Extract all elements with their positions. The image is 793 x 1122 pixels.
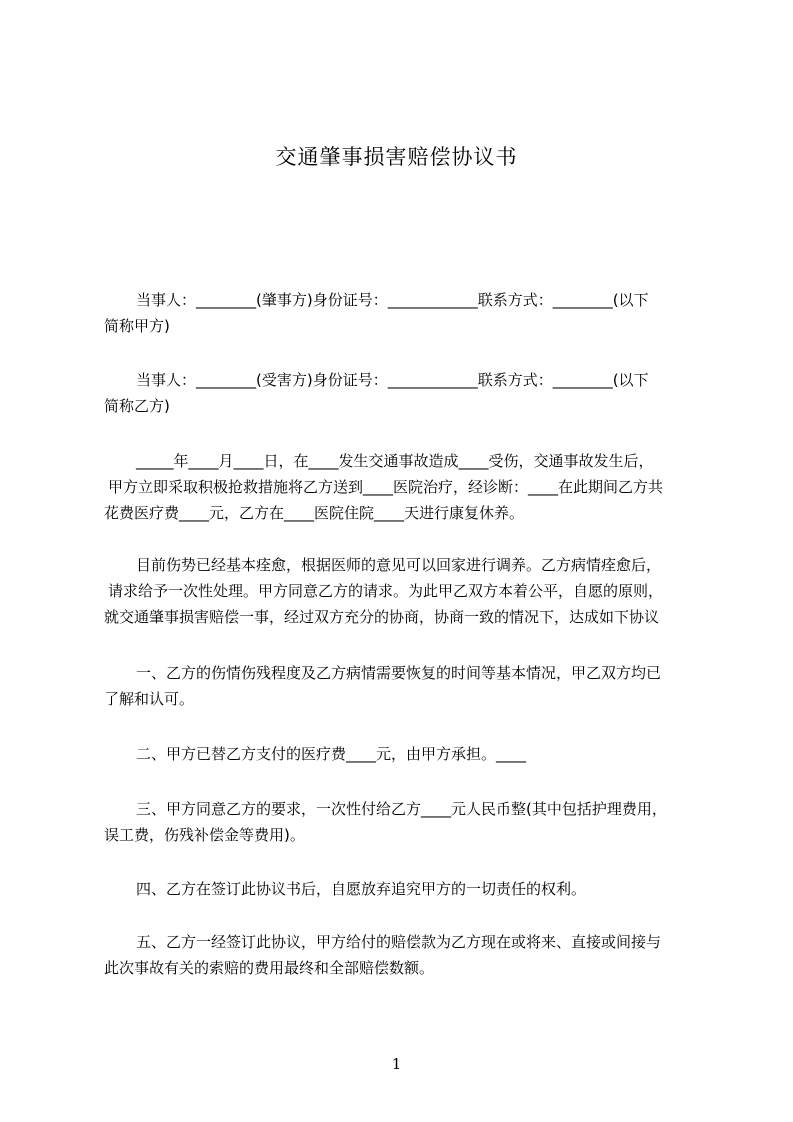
clause-2 (104, 741, 704, 767)
paragraph-line: 目前伤势已经基本痊愈，根据医师的意见可以回家进行调养。乙方病情痊愈后， (136, 556, 662, 574)
document-title: 交通肇事损害赔偿协议书 (275, 145, 518, 169)
paragraph-line: 了解和认可。 (104, 690, 195, 708)
paragraph-line: 甲方立即采取积极抢救措施将乙方送到____医院治疗，经诊断：____在此期间乙方共 (108, 478, 664, 496)
condition-paragraph (104, 552, 704, 630)
paragraph-line: 三、甲方同意乙方的要求，一次性付给乙方____元人民币整(其中包括护理费用， (136, 800, 667, 818)
paragraph-line: 请求给予一次性处理。甲方同意乙方的请求。为此甲乙双方本着公平，自愿的原则， (108, 582, 664, 600)
paragraph-line: 简称甲方) (104, 317, 170, 335)
clause-5 (104, 929, 704, 981)
paragraph-line: 误工费，伤残补偿金等费用)。 (104, 826, 305, 844)
paragraph-line: 四、乙方在签订此协议书后，自愿放弃追究甲方的一切责任的权利。 (136, 880, 587, 898)
paragraph-line: 当事人：________(肇事方)身份证号：____________联系方式：________(以下 (136, 291, 649, 309)
paragraph-line: 二、甲方已替乙方支付的医疗费____元，由甲方承担。____ (136, 745, 527, 763)
page-number: 1 (391, 1055, 402, 1073)
paragraph-line: 一、乙方的伤情伤残程度及乙方病情需要恢复的时间等基本情况，甲乙双方均已 (136, 664, 662, 682)
paragraph-line: 五、乙方一经签订此协议，甲方给付的赔偿款为乙方现在或将来、直接或间接与 (136, 933, 662, 951)
clause-1 (104, 660, 704, 712)
paragraph-line: 当事人：________(受害方)身份证号：____________联系方式：________(以下 (136, 371, 649, 389)
party-a-paragraph (104, 287, 704, 339)
accident-paragraph (104, 448, 704, 526)
party-b-paragraph (104, 367, 704, 419)
paragraph-line: 花费医疗费____元，乙方在____医院住院____天进行康复休养。 (104, 504, 525, 522)
paragraph-line: 简称乙方) (104, 397, 170, 415)
clause-4 (104, 876, 704, 902)
clause-3 (104, 796, 704, 848)
paragraph-line: 此次事故有关的索赔的费用最终和全部赔偿数额。 (104, 959, 435, 977)
paragraph-line: 就交通肇事损害赔偿一事，经过双方充分的协商，协商一致的情况下，达成如下协议 (104, 608, 660, 626)
paragraph-line: _____年____月____日，在____发生交通事故造成____受伤，交通事故发生后， (136, 452, 654, 470)
